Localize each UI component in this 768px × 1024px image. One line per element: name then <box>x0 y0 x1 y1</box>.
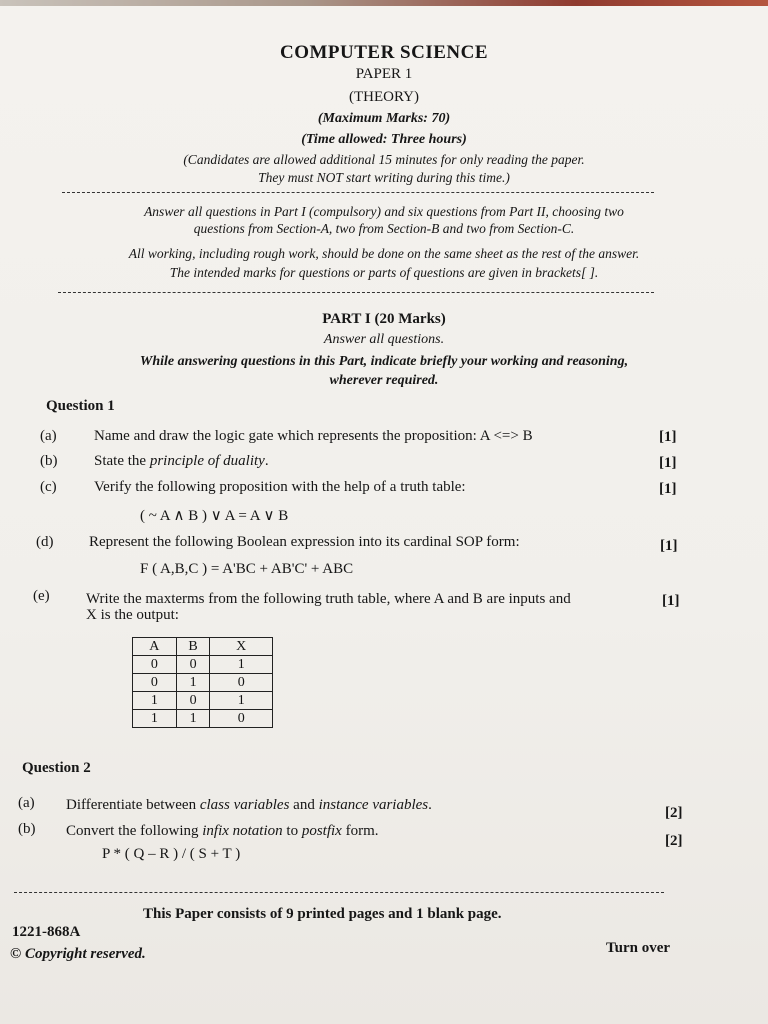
truth-table-cell: 0 <box>133 656 177 674</box>
question1-title: Question 1 <box>46 398 115 414</box>
q1d-marks: [1] <box>660 538 678 554</box>
instruction-line1: Answer all questions in Part I (compulsory) and six questions from Part II, choosing two <box>144 204 624 219</box>
q1b-text: State the principle of duality. <box>94 453 269 469</box>
truth-table-row <box>133 674 273 692</box>
paper-number: PAPER 1 <box>355 66 413 82</box>
truth-table <box>132 637 273 728</box>
q1c-marks: [1] <box>659 481 677 497</box>
q2a-text: Differentiate between class variables and instance variables. <box>66 797 432 813</box>
truth-table-row <box>133 656 273 674</box>
reading-time-line2: They must NOT start writing during this time.) <box>258 170 510 185</box>
truth-table-header-cell: X <box>210 638 273 656</box>
q2a-marks: [2] <box>665 805 683 821</box>
truth-table-row <box>133 710 273 728</box>
truth-table-cell: 1 <box>133 710 177 728</box>
paper-type: (THEORY) <box>349 89 419 105</box>
q1c-text: Verify the following proposition with the help of a truth table: <box>94 479 466 495</box>
reading-time-line1: (Candidates are allowed additional 15 minutes for only reading the paper. <box>183 152 585 167</box>
truth-table-header-cell: A <box>133 638 177 656</box>
truth-table-cell: 0 <box>210 674 273 692</box>
q2b-label: (b) <box>18 821 36 837</box>
truth-table-cell: 1 <box>133 692 177 710</box>
paper-code: 1221-868A <box>12 924 81 940</box>
q1a-marks: [1] <box>659 429 677 445</box>
truth-table-cell: 0 <box>210 710 273 728</box>
truth-table-row <box>133 692 273 710</box>
truth-table-cell: 1 <box>210 692 273 710</box>
part1-note-line1: While answering questions in this Part, indicate briefly your working and reasoning, <box>139 354 629 369</box>
q1b-label: (b) <box>40 453 58 469</box>
truth-table-cell: 0 <box>176 656 210 674</box>
q2b-marks: [2] <box>665 833 683 849</box>
maximum-marks: (Maximum Marks: 70) <box>317 111 451 126</box>
truth-table-cell: 0 <box>133 674 177 692</box>
truth-table-cell: 1 <box>176 710 210 728</box>
q1b-marks: [1] <box>659 455 677 471</box>
time-allowed: (Time allowed: Three hours) <box>301 132 467 147</box>
copyright-notice: © Copyright reserved. <box>10 946 146 962</box>
part1-note-line2: wherever required. <box>329 373 439 388</box>
instruction-line2: questions from Section-A, two from Section-B and two from Section-C. <box>193 221 575 236</box>
question2-title: Question 2 <box>22 760 91 776</box>
q2b-text: Convert the following infix notation to postfix form. <box>66 823 379 839</box>
q1c-label: (c) <box>40 479 57 495</box>
q1a-label: (a) <box>40 428 57 444</box>
turn-over: Turn over <box>606 940 671 956</box>
truth-table-cell: 1 <box>210 656 273 674</box>
q1c-expression: ( ~ A ∧ B ) ∨ A = A ∨ B <box>140 508 289 524</box>
instruction-line3: All working, including rough work, should be done on the same sheet as the rest of the answer. <box>128 246 640 261</box>
truth-table-cell: 1 <box>176 674 210 692</box>
truth-table-header-cell: B <box>176 638 210 656</box>
q1d-text: Represent the following Boolean expression into its cardinal SOP form: <box>89 534 520 550</box>
truth-table-header <box>133 638 273 656</box>
q1a-text: Name and draw the logic gate which represents the proposition: A <=> B <box>94 428 533 444</box>
divider-bottom <box>14 892 664 893</box>
subject-title: COMPUTER SCIENCE <box>279 42 489 63</box>
q1e-marks: [1] <box>662 593 680 609</box>
page-count-note: This Paper consists of 9 printed pages and 1 blank page. <box>143 906 502 922</box>
divider-top <box>62 192 654 193</box>
q2b-expression: P * ( Q – R ) / ( S + T ) <box>102 846 241 862</box>
q1d-expression: F ( A,B,C ) = A'BC + AB'C' + ABC <box>140 561 354 577</box>
instruction-line4: The intended marks for questions or parts of questions are given in brackets[ ]. <box>169 265 599 280</box>
divider-middle <box>58 292 654 293</box>
part1-title: PART I (20 Marks) <box>322 311 446 327</box>
q1e-text: Write the maxterms from the following truth table, where A and B are inputs and <box>86 591 571 607</box>
q2a-label: (a) <box>18 795 35 811</box>
truth-table-cell: 0 <box>176 692 210 710</box>
page-top-edge <box>0 0 768 6</box>
part1-answer-all: Answer all questions. <box>323 332 445 347</box>
q1d-label: (d) <box>36 534 54 550</box>
q1e-text-line2: X is the output: <box>86 607 179 623</box>
q1e-label: (e) <box>33 588 50 604</box>
